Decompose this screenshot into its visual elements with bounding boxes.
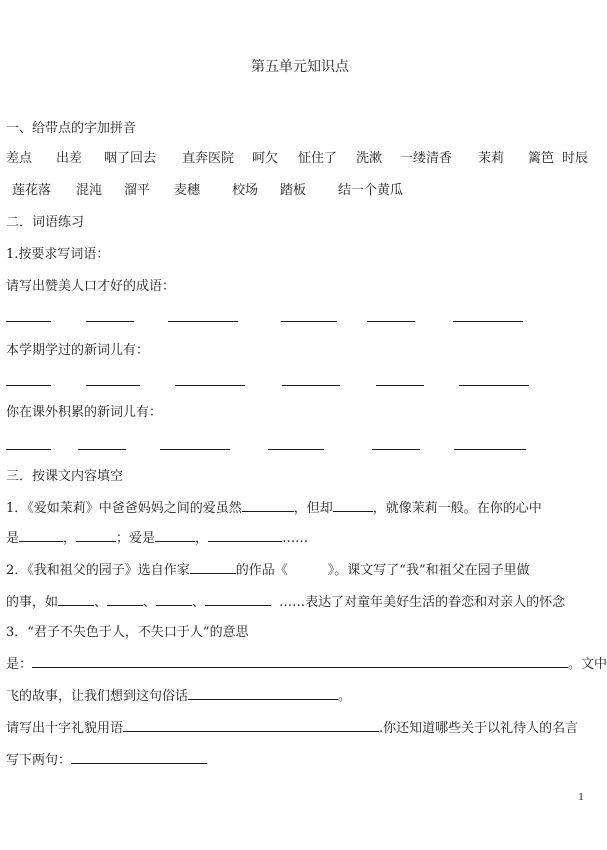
answer-blank[interactable] [6,385,51,386]
fill-line: 是 ， ；爱是 ， …… [6,531,309,546]
fill-line: 2．《我和祖父的园子》选自作家 的作品《 》。课文写了“我”和祖父在园子里做 [6,563,530,578]
answer-blank[interactable] [372,449,420,450]
question-3: 3．“君子不失色于人，不失口于人”的意思 [6,625,249,640]
answer-blank[interactable] [205,593,271,606]
answer-blank[interactable] [333,499,373,512]
fill-line: 的事，如 、 、 、 ……表达了对童年美好生活的眷恋和对亲人的怀念 [6,595,566,610]
answer-blank[interactable] [156,593,192,606]
section1-heading: 一、给带点的字加拼音 [6,121,137,136]
answer-blank[interactable] [6,321,51,322]
answer-blank[interactable] [459,385,529,386]
pinyin-word: 时辰 [562,151,589,166]
prompt-extra-words: 你在课外积累的新词儿有： [6,405,163,420]
pinyin-word: 篱笆 [528,151,555,166]
fill-line: 写下两句： [6,751,207,769]
answer-blank[interactable] [6,449,51,450]
pinyin-word: 怔住了 [298,151,338,166]
answer-blank[interactable] [71,751,207,764]
answer-blank[interactable] [175,385,245,386]
prompt-new-words: 本学期学过的新词儿有： [6,343,150,358]
fill-line: 飞的故事，让我们想到这句俗话 。 [6,689,352,704]
answer-blank[interactable] [282,385,340,386]
pinyin-word: 校场 [232,183,259,198]
pinyin-word: 茉莉 [478,151,505,166]
answer-blank[interactable] [76,529,116,542]
pinyin-word: 溜平 [124,183,151,198]
answer-blank[interactable] [107,593,143,606]
section3-heading: 三．按课文内容填空 [6,469,124,484]
answer-blank[interactable] [242,499,294,512]
pinyin-word: 踏板 [280,183,307,198]
answer-blank[interactable] [454,449,526,450]
answer-blank[interactable] [78,449,126,450]
prompt-idioms: 请写出赞美人口才好的成语： [6,279,176,294]
answer-blank[interactable] [168,321,238,322]
pinyin-word: 洗漱 [356,151,383,166]
pinyin-word: 咽了回去 [104,151,157,166]
answer-blank[interactable] [281,321,337,322]
answer-blank[interactable] [376,385,424,386]
fill-line: 是： 。文中 [6,657,607,672]
pinyin-word: 一缕清香 [400,151,453,166]
pinyin-word: 出差 [56,151,83,166]
page-number: 1 [578,793,584,803]
fill-line: 请写出十字礼貌用语 .你还知道哪些关于以礼待人的名言 [6,721,579,736]
pinyin-word: 结一个黄瓜 [338,183,404,198]
question-1: 1.按要求写词语： [6,247,110,262]
answer-blank[interactable] [190,561,236,574]
pinyin-word: 直奔医院 [182,151,235,166]
answer-blank[interactable] [208,529,282,542]
answer-blank[interactable] [453,321,523,322]
answer-blank[interactable] [86,385,140,386]
answer-blank[interactable] [58,593,94,606]
answer-blank[interactable] [123,719,379,732]
page-title: 第五单元知识点 [251,59,349,75]
pinyin-word: 差点 [6,151,33,166]
answer-blank[interactable] [268,449,324,450]
answer-blank[interactable] [155,529,195,542]
answer-blank[interactable] [367,321,415,322]
answer-blank[interactable] [160,449,230,450]
pinyin-word: 麦穗 [174,183,201,198]
pinyin-word: 莲花落 [12,183,52,198]
fill-line: 1．《爱如茉莉》中爸爸妈妈之间的爱虽然 ，但却 ，就像茉莉一般。在你的心中 [6,501,542,516]
section2-heading: 二．词语练习 [6,215,85,230]
answer-blank[interactable] [32,655,568,668]
answer-blank[interactable] [86,321,134,322]
pinyin-word: 混沌 [76,183,103,198]
pinyin-word: 呵欠 [252,151,279,166]
answer-blank[interactable] [188,687,338,700]
answer-blank[interactable] [19,529,63,542]
